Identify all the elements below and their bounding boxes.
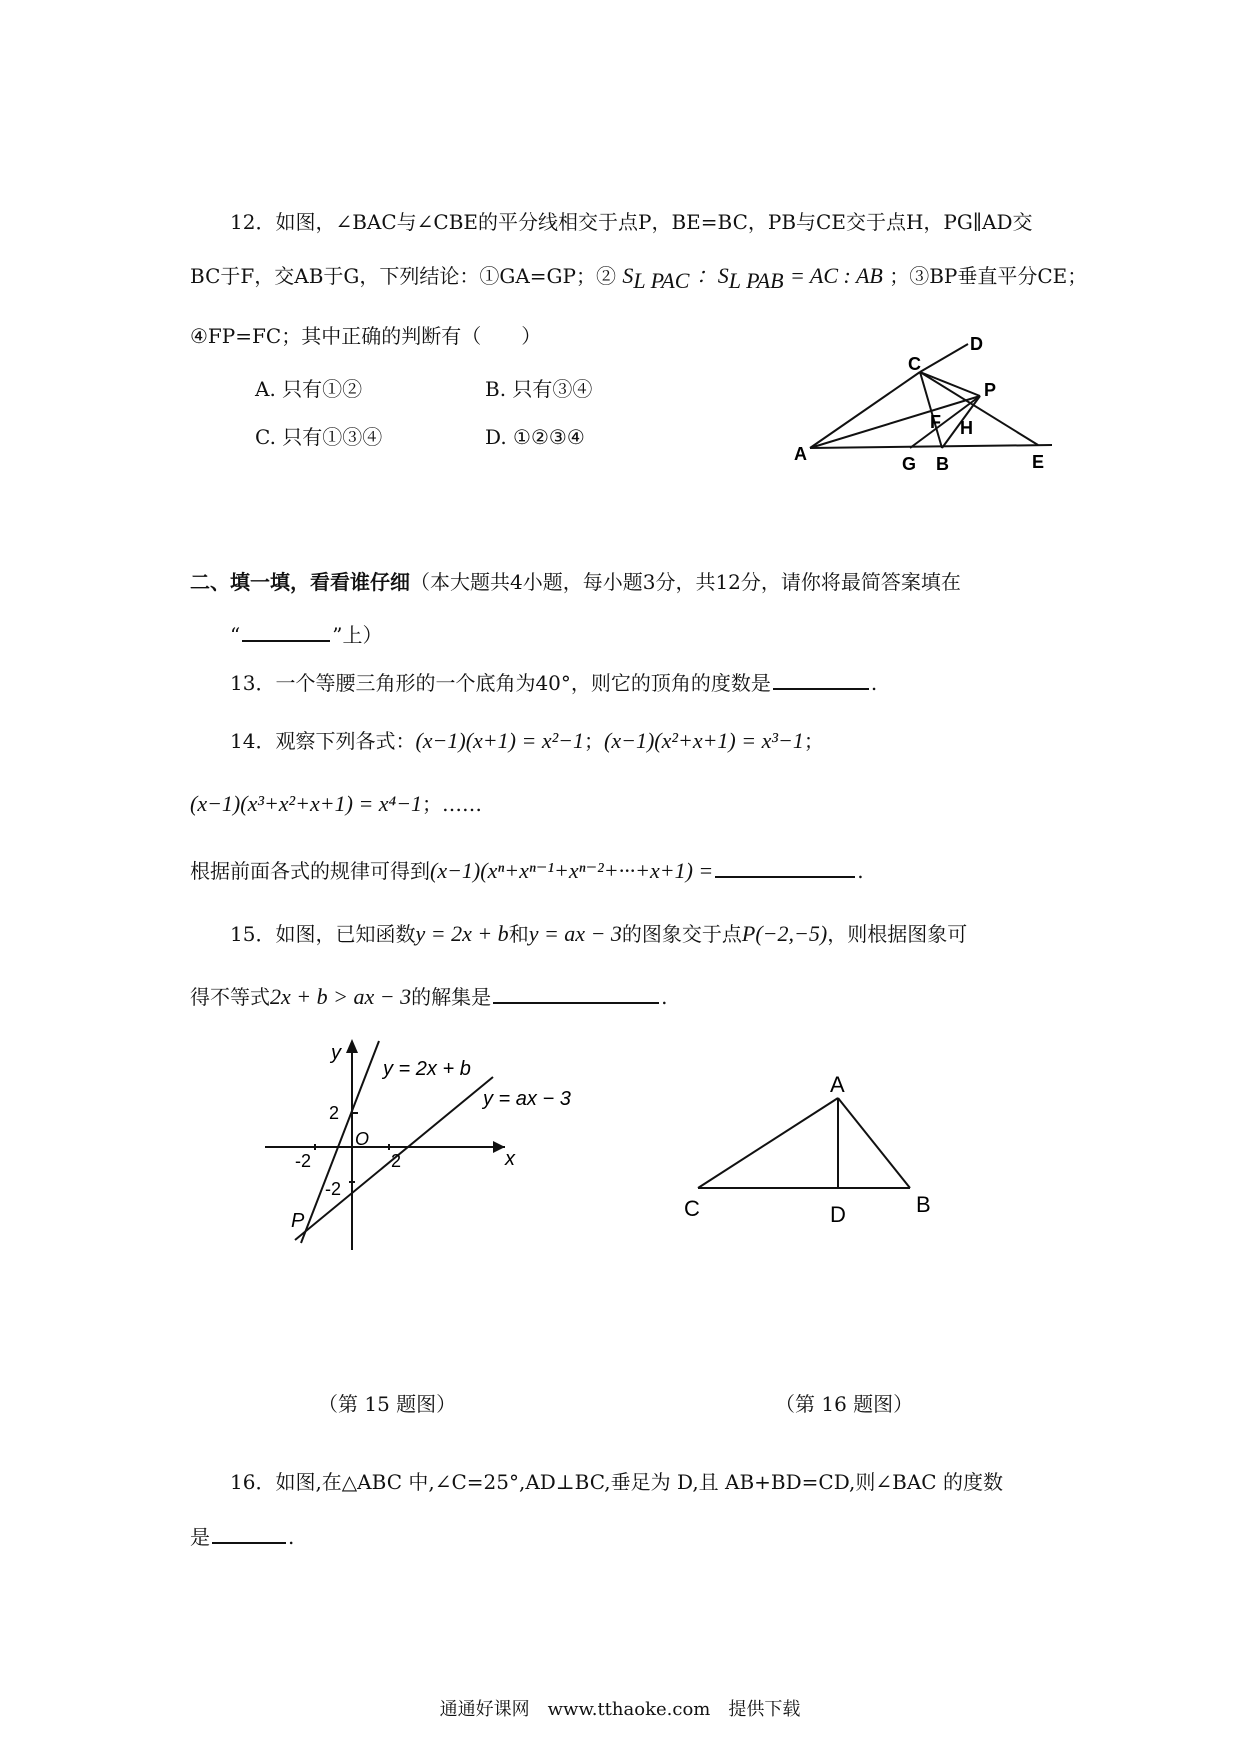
q12-line2-text-c: ；③BP垂直平分CE； [889, 264, 1088, 288]
q14-line2 [190, 790, 482, 818]
q16-label-c: C [684, 1196, 700, 1221]
q12-line1: 12．如图，∠BAC与∠CBE的平分线相交于点P，BE=BC，PB与CE交于点H，PG∥AD交 [230, 210, 1033, 234]
q12-line2 [190, 262, 1087, 295]
q12-area-s2: ：S [695, 263, 729, 288]
q14-formula4: (x−1)(xⁿ+xⁿ⁻¹+xⁿ⁻²+···+x+1) = [430, 858, 714, 883]
q16-label-a: A [830, 1072, 845, 1097]
q12-option-a: A. 只有①② [255, 377, 363, 401]
section2-title: 二、填一填，看看谁仔细 [190, 570, 410, 594]
q12-sub-pab: L PAB [728, 268, 784, 293]
q16-end: . [288, 1525, 295, 1549]
q12-option-c: C. 只有①③④ [255, 425, 383, 449]
section2-desc2 [230, 620, 382, 649]
q12-line3: ④FP=FC；其中正确的判断有（ ） [190, 324, 542, 348]
q15-x-label: x [505, 1148, 515, 1170]
q12-label-c: C [908, 354, 921, 374]
line-cp [920, 372, 980, 396]
q15-text-c: ，则根据图象可 [827, 922, 968, 946]
q15-point-label: P [291, 1210, 305, 1232]
x-arrow [493, 1141, 505, 1153]
q15-ytick-neg2: -2 [325, 1179, 342, 1199]
q15-end: . [661, 985, 668, 1009]
q14-formula3: (x−1)(x³+x²+x+1) = x⁴−1 [190, 791, 423, 816]
q14-answer-blank [715, 856, 855, 878]
q15-y-label: y [331, 1042, 341, 1064]
q12-label-g: G [902, 454, 917, 474]
q12-figure [780, 330, 1060, 480]
line-ap [810, 396, 980, 448]
q16-caption: （第 16 题图） [775, 1392, 914, 1416]
q12-option-d: D. ①②③④ [485, 425, 585, 449]
line-ac [810, 372, 920, 448]
q12-label-e: E [1032, 452, 1045, 472]
section2-header [190, 568, 961, 596]
q12-label-d: D [970, 334, 983, 354]
q16-label-d: D [830, 1202, 846, 1227]
page-footer: 通通好课网 www.tthaoke.com 提供下载 [439, 1699, 801, 1720]
example-blank [242, 620, 330, 642]
q15-line1 [230, 920, 967, 948]
q13 [230, 668, 877, 697]
y-arrow [346, 1039, 358, 1053]
q15-text-a: 15．如图，已知函数 [230, 922, 416, 946]
section2-desc: （本大题共4小题，每小题3分，共12分，请你将最简答案填在 [410, 570, 961, 594]
q12-label-b: B [936, 454, 949, 474]
q14-dots: ；…… [422, 792, 483, 816]
side-ca [698, 1098, 838, 1188]
q14-formula2: (x−1)(x²+x+1) = x³−1 [604, 728, 804, 753]
q15-text-e: 的解集是 [411, 985, 492, 1009]
q15-xtick-neg2: -2 [295, 1151, 312, 1171]
q15-text-b: 的图象交于点 [621, 922, 742, 946]
q12-area-s1: S [622, 263, 634, 288]
q15-graph [255, 1035, 615, 1260]
q12-label-p: P [984, 380, 997, 400]
q12-sub-pac: L PAC [633, 268, 690, 293]
q16-text: 是 [190, 1525, 210, 1549]
q14-lead: 14．观察下列各式： [230, 729, 416, 753]
q15-formula2: y = ax − 3 [528, 921, 622, 946]
q15-and: 和 [508, 922, 529, 946]
q14-sep2: ； [803, 729, 824, 753]
q13-end: . [870, 671, 878, 695]
q16-answer-blank [212, 1522, 286, 1544]
q14-line1 [230, 727, 824, 755]
close-quote: ”上） [332, 623, 383, 647]
line-ae [810, 445, 1052, 448]
q15-line1-label: y = 2x + b [383, 1058, 471, 1080]
line-cd [920, 344, 968, 372]
q15-inequality: 2x + b > ax − 3 [270, 984, 412, 1009]
q14-rule: 根据前面各式的规律可得到 [190, 859, 430, 883]
q13-answer-blank [773, 668, 869, 690]
q12-option-b: B. 只有③④ [485, 377, 593, 401]
q15-caption: （第 15 题图） [318, 1392, 457, 1416]
q15-origin-label: O [355, 1129, 370, 1149]
q15-formula1: y = 2x + b [415, 921, 509, 946]
q15-text-d: 得不等式 [190, 985, 270, 1009]
q15-ytick-2: 2 [329, 1103, 340, 1123]
open-quote: “ [230, 623, 241, 647]
q15-point: P(−2,−5) [741, 921, 828, 946]
q15-line2 [190, 982, 667, 1011]
q12-label-h: H [960, 418, 973, 438]
q15-xtick-2: 2 [391, 1151, 402, 1171]
q14-sep: ； [584, 729, 605, 753]
q16-figure [670, 1060, 970, 1230]
q16-line1: 16．如图,在△ABC 中,∠C=25°,AD⊥BC,垂足为 D,且 AB+BD=CD,则∠BAC 的度数 [230, 1470, 1003, 1494]
q16-line2 [190, 1522, 294, 1551]
q16-label-b: B [916, 1192, 931, 1217]
side-ab [838, 1098, 910, 1188]
q15-answer-blank [493, 982, 659, 1004]
q13-text: 13．一个等腰三角形的一个底角为40°，则它的顶角的度数是 [230, 671, 771, 695]
q14-end: . [857, 859, 864, 883]
q12-line2-text-a: BC于F，交AB于G，下列结论：①GA=GP；② [190, 264, 616, 288]
q15-line2-label: y = ax − 3 [483, 1088, 571, 1110]
q14-line3 [190, 856, 864, 885]
q12-label-f: F [930, 412, 941, 432]
q12-label-a: A [794, 444, 807, 464]
q14-formula1: (x−1)(x+1) = x²−1 [415, 728, 585, 753]
q12-ratio: = AC : AB [789, 263, 883, 288]
